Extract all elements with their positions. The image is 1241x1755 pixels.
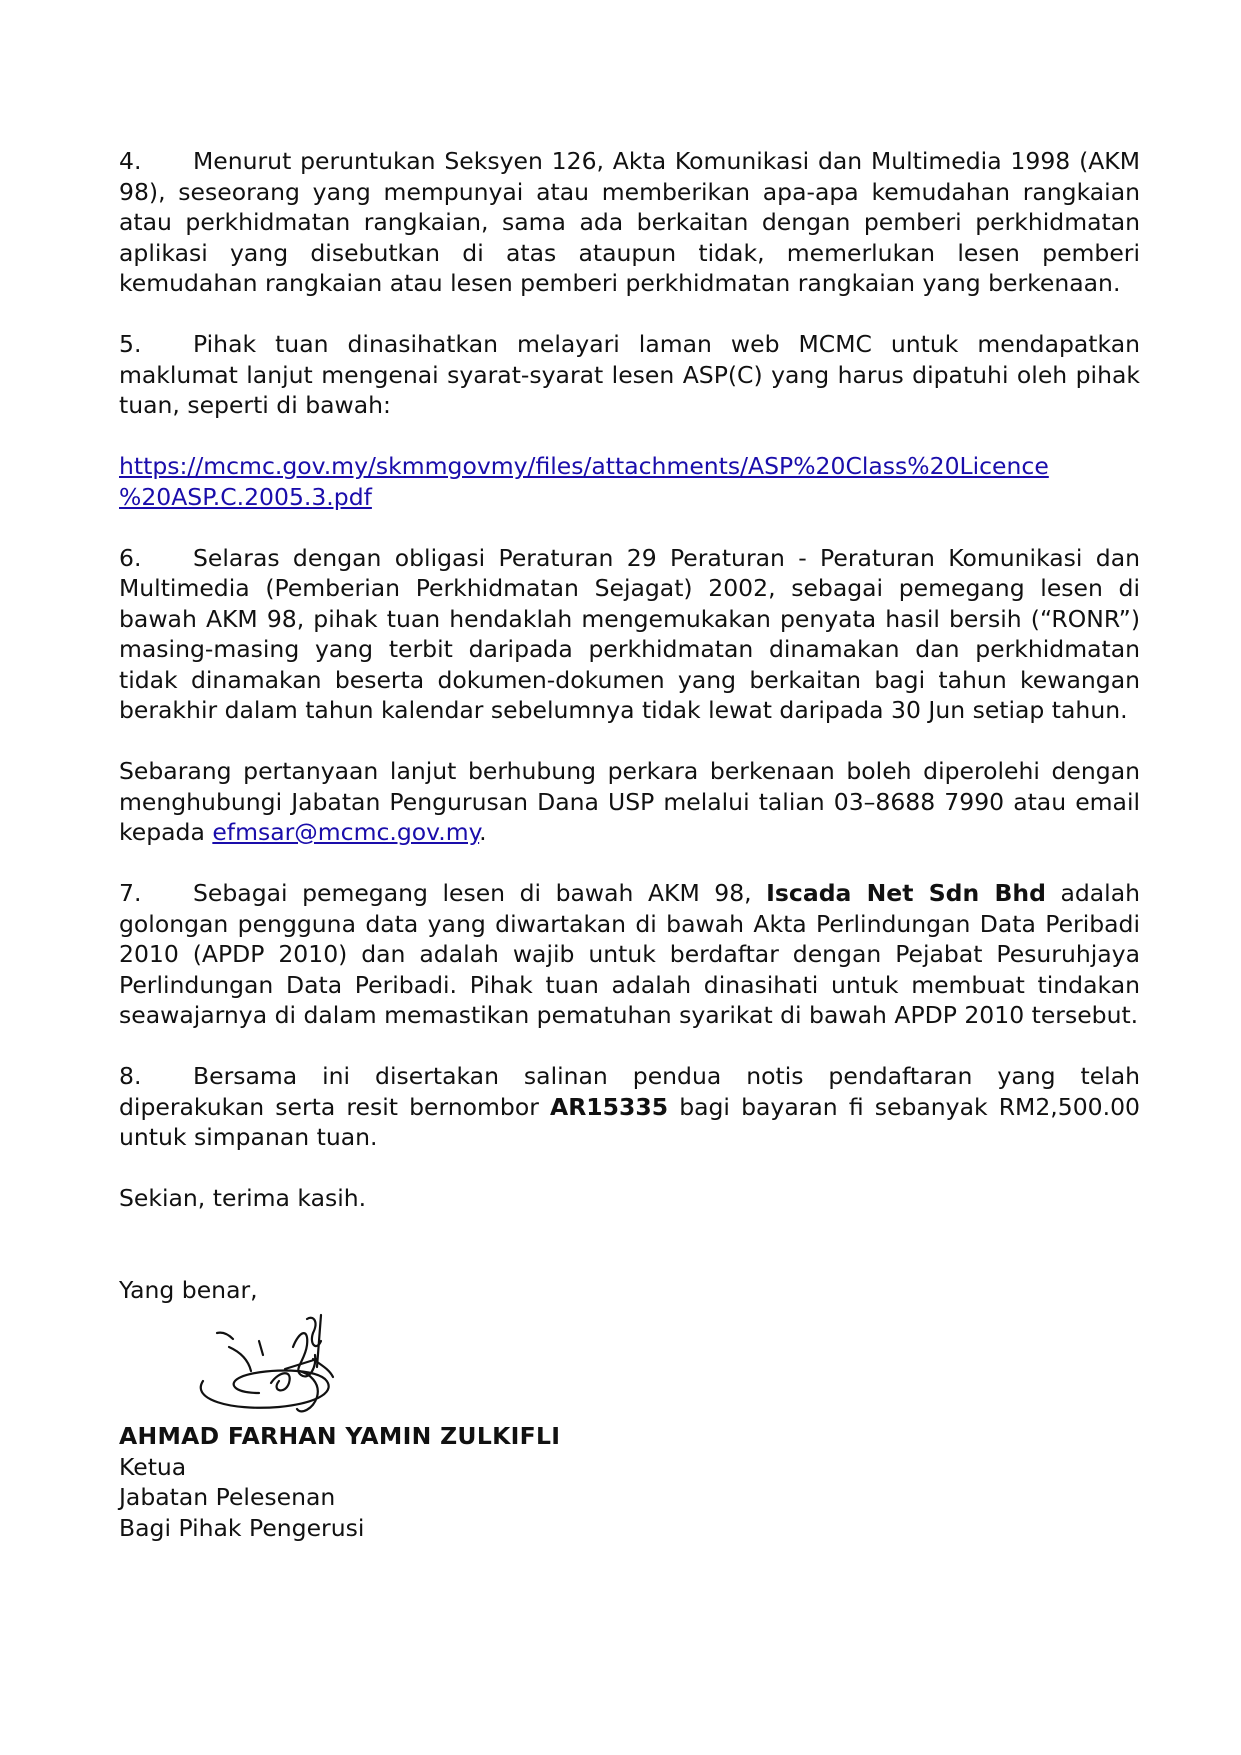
inquiry-text: Sebarang pertanyaan lanjut berhubung perkara berkenaan boleh diperolehi dengan menghubungi Jabatan Pengurusan Dana USP melalui talian 03–8688 7990 atau email kepada xyxy=(119,757,1140,846)
paragraph-7 xyxy=(119,878,1140,1031)
paragraph-text-end: adalah golongan pengguna data yang diwartakan di bawah Akta Perlindungan Data Peribadi 2010 (APDP 2010) dan adalah wajib untuk berdaftar dengan Pejabat Pesuruhjaya Perlindungan Data Peribadi. Pihak tuan adalah dinasihati untuk membuat tindakan seawajarnya di dalam memastikan pematuhan syarikat di bawah APDP 2010 tersebut. xyxy=(119,879,1140,1029)
signer-name: AHMAD FARHAN YAMIN ZULKIFLI xyxy=(119,1422,561,1450)
paragraph-number: 4. xyxy=(119,147,142,175)
paragraph-number: 7. xyxy=(119,879,142,907)
email-link[interactable]: efmsar@mcmc.gov.my xyxy=(212,818,480,846)
licence-url-block xyxy=(119,451,1140,512)
inquiry-text-end: . xyxy=(479,818,487,846)
paragraph-number: 5. xyxy=(119,330,142,358)
closing-line: Sekian, terima kasih. xyxy=(119,1184,367,1212)
paragraph-text: Sebagai pemegang lesen di bawah AKM 98, xyxy=(193,879,767,907)
url-line-1: https://mcmc.gov.my/skmmgovmy/files/attachments/ASP%20Class%20Licence xyxy=(119,452,1049,480)
paragraph-6 xyxy=(119,543,1140,726)
paragraph-number: 8. xyxy=(119,1062,142,1090)
company-name: Iscada Net Sdn Bhd xyxy=(766,879,1046,907)
signer-title: Ketua xyxy=(119,1452,187,1481)
signer-department: Jabatan Pelesenan xyxy=(119,1483,336,1511)
paragraph-8 xyxy=(119,1061,1140,1153)
paragraph-text: Pihak tuan dinasihatkan melayari laman web MCMC untuk mendapatkan maklumat lanjut mengenai syarat-syarat lesen ASP(C) yang harus dipatuhi oleh pihak tuan, seperti di bawah: xyxy=(119,330,1140,419)
signature-image xyxy=(189,1311,389,1421)
paragraph-text: Menurut peruntukan Seksyen 126, Akta Komunikasi dan Multimedia 1998 (AKM 98), seseorang yang mempunyai atau memberikan apa-apa kemudahan rangkaian atau perkhidmatan rangkaian, sama ada berkaitan dengan pemberi perkhidmatan aplikasi yang disebutkan di atas ataupun tidak, memerlukan lesen pemberi kemudahan rangkaian atau lesen pemberi perkhidmatan rangkaian yang berkenaan. xyxy=(119,147,1140,297)
paragraph-5 xyxy=(119,329,1140,421)
inquiry-paragraph xyxy=(119,756,1140,848)
signatory-block xyxy=(119,1421,1140,1543)
licence-url-link[interactable] xyxy=(119,452,1049,511)
url-line-2: %20ASP.C.2005.3.pdf xyxy=(119,482,372,511)
letter-body xyxy=(119,146,1140,1543)
regards-line: Yang benar, xyxy=(119,1275,258,1304)
paragraph-4 xyxy=(119,146,1140,299)
paragraph-text: Selaras dengan obligasi Peraturan 29 Peraturan - Peraturan Komunikasi dan Multimedia (Pemberian Perkhidmatan Sejagat) 2002, sebagai pemegang lesen di bawah AKM 98, pihak tuan hendaklah mengemukakan penyata hasil bersih (“RONR”) masing-masing yang terbit daripada perkhidmatan dinamakan dan perkhidmatan tidak dinamakan beserta dokumen-dokumen yang berkaitan bagi tahun kewangan berakhir dalam tahun kalendar sebelumnya tidak lewat daripada 30 Jun setiap tahun. xyxy=(119,543,1140,724)
paragraph-text: Bersama ini disertakan salinan pendua notis pendaftaran yang telah diperakukan serta resit bernombor xyxy=(119,1062,1140,1121)
paragraph-number: 6. xyxy=(119,543,142,572)
signer-on-behalf: Bagi Pihak Pengerusi xyxy=(119,1513,365,1542)
receipt-number: AR15335 xyxy=(550,1092,669,1121)
paragraph-text-end: bagi bayaran fi sebanyak RM2,500.00 untuk simpanan tuan. xyxy=(119,1092,1140,1151)
